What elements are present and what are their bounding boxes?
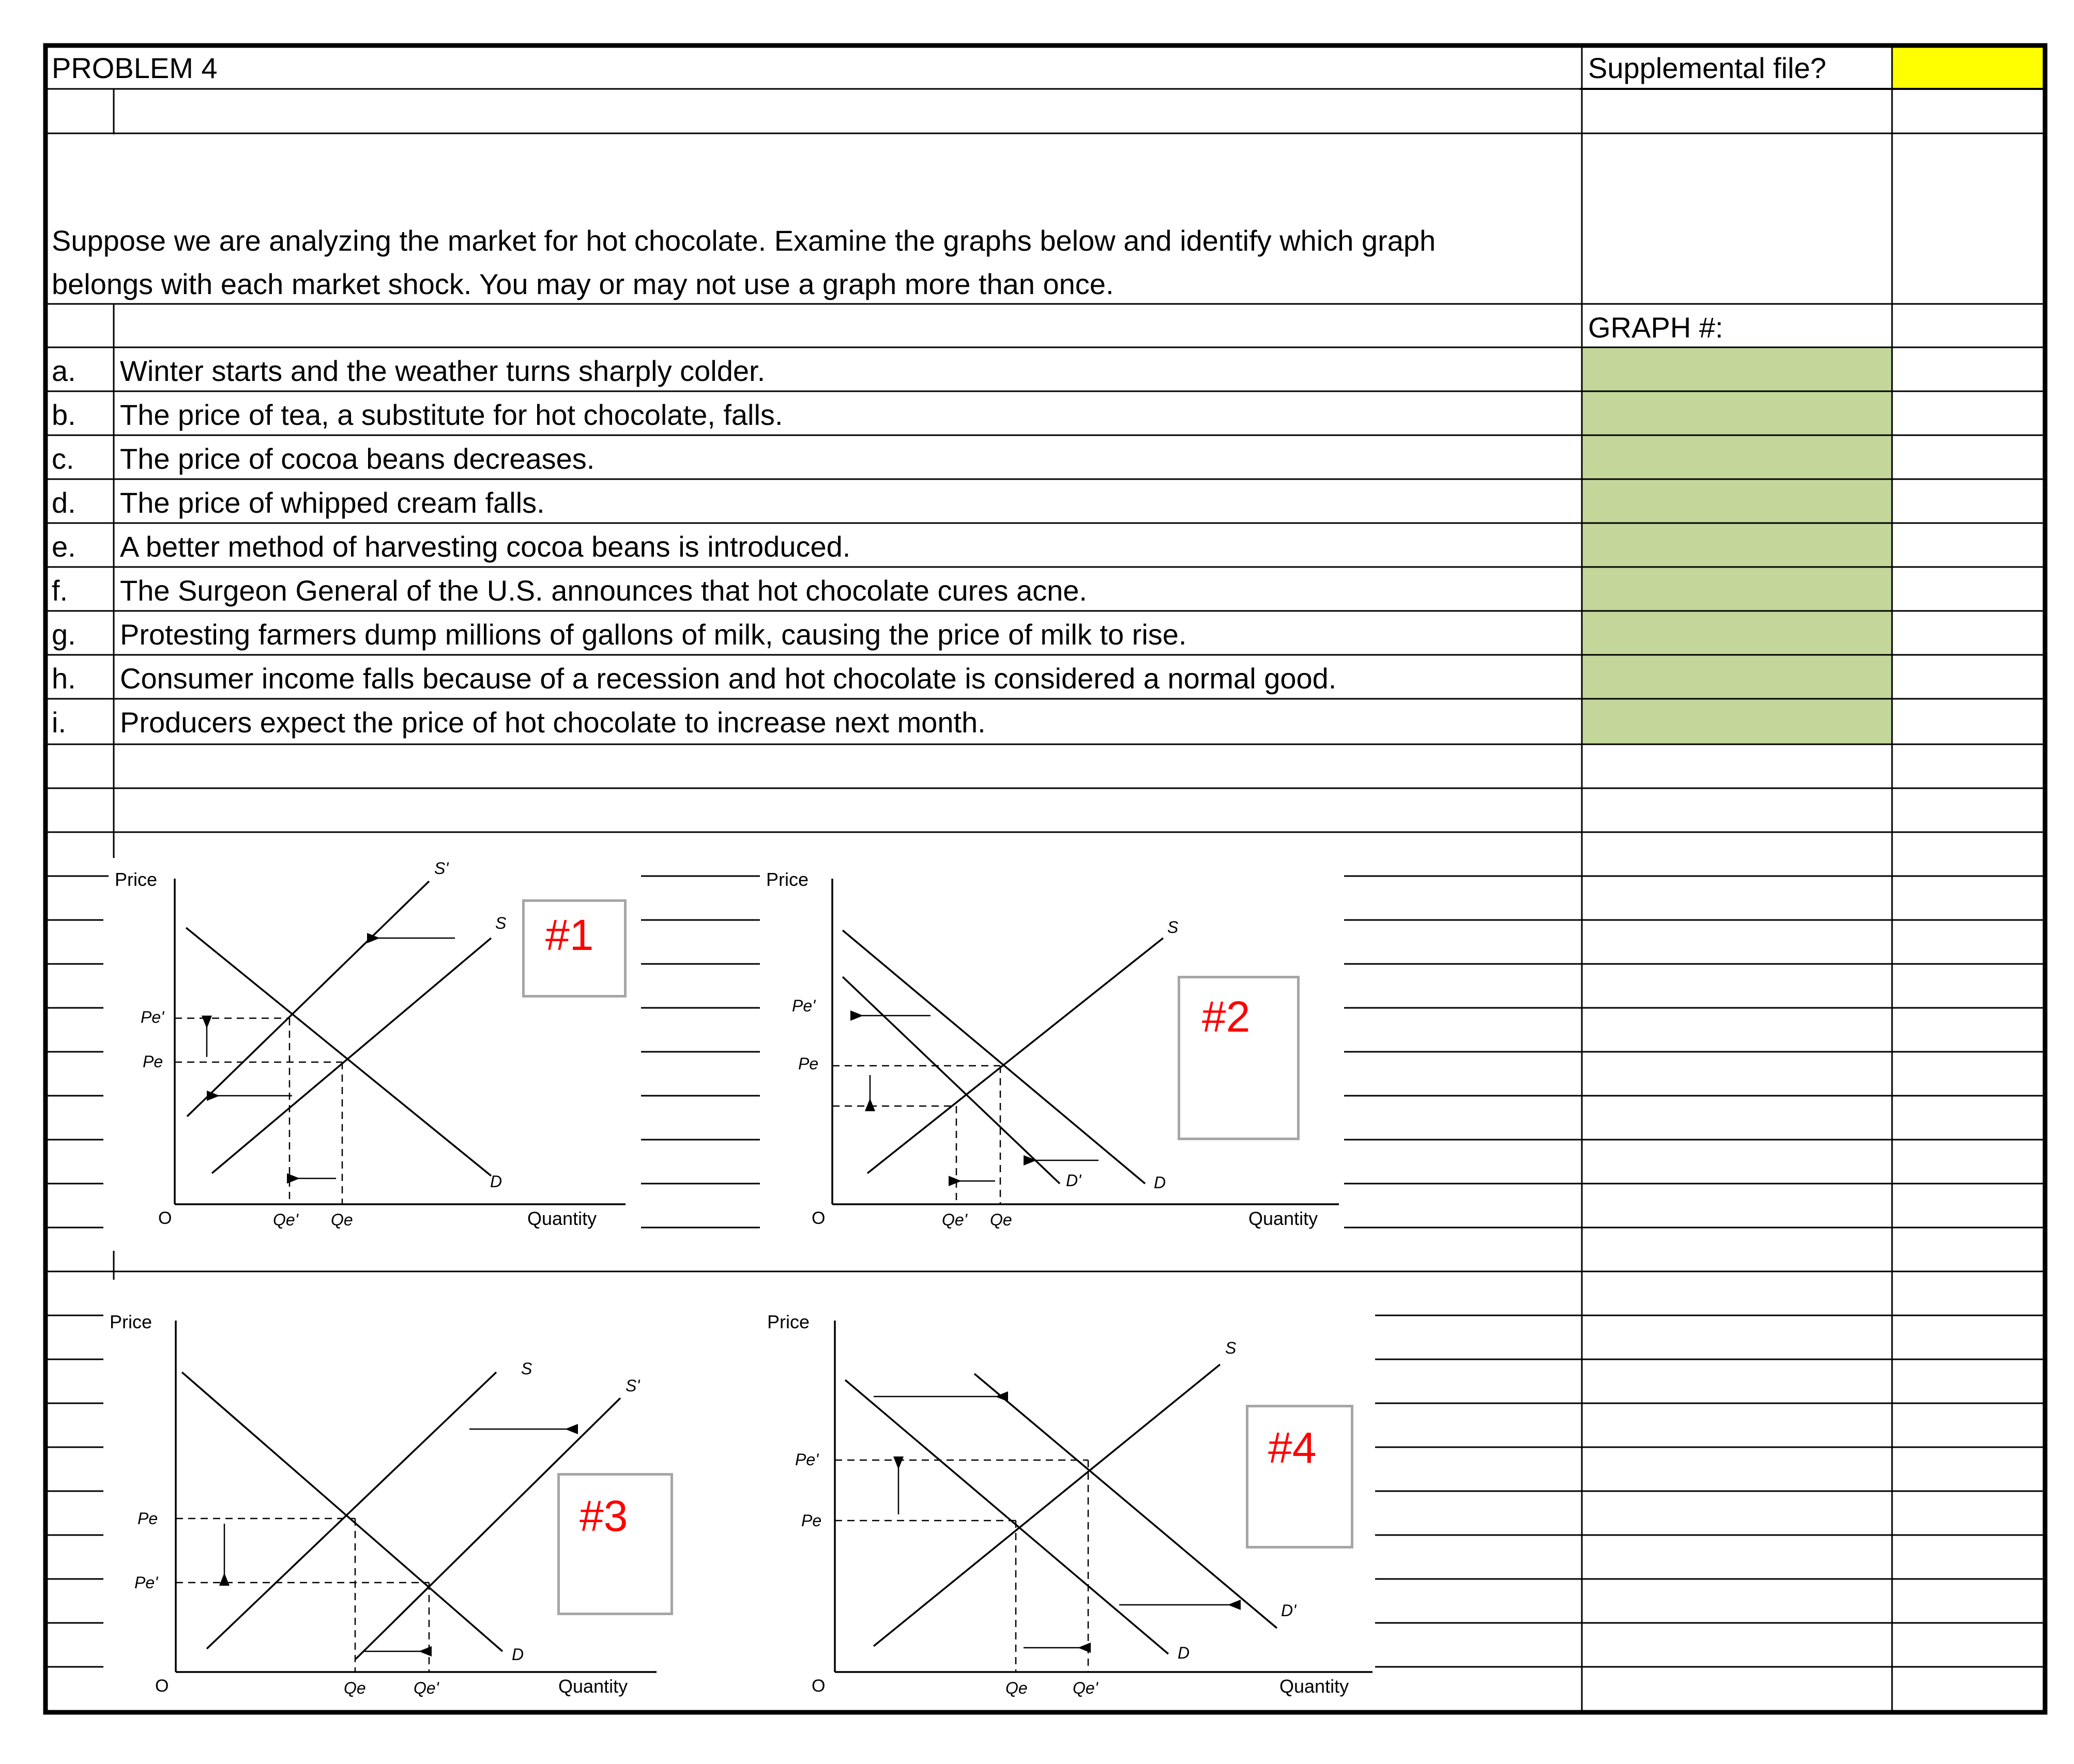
shock-letter: a. [52, 355, 76, 387]
graph-3-qty-old: Qe [344, 1679, 366, 1697]
graph-3 [103, 1302, 672, 1706]
graph-4 [760, 1302, 1375, 1706]
demand-shifted-curve [974, 1374, 1277, 1628]
shock-text: The price of whipped cream falls. [120, 486, 545, 519]
graph-4-ylabel: Price [767, 1311, 810, 1332]
shock-letter: d. [52, 486, 76, 519]
graph-4-curve-s: S [1225, 1339, 1237, 1357]
graph-3-price-old: Pe [138, 1509, 158, 1528]
graph-3-qty-new: Qe' [414, 1679, 439, 1697]
graph-3-curve-s: S [521, 1359, 532, 1378]
graph-3-label-box [557, 1473, 673, 1615]
shock-text: The Surgeon General of the U.S. announces that hot chocolate cures acne. [120, 574, 1087, 607]
shock-letter: c. [52, 442, 74, 475]
shock-text: A better method of harvesting cocoa beans is introduced. [120, 530, 851, 563]
graph-3-curve-d: D [512, 1645, 524, 1664]
graph-1-qty-old: Qe [331, 1210, 353, 1229]
graph-3-curve-s-prime: S' [626, 1376, 640, 1395]
graph-2-curve-d: D [1154, 1173, 1166, 1192]
graph-2-qty-old: Qe [990, 1210, 1012, 1229]
graph-1 [109, 858, 641, 1251]
supply-curve [867, 938, 1163, 1173]
demand-curve [186, 928, 491, 1176]
shock-text: The price of tea, a substitute for hot chocolate, falls. [120, 398, 783, 431]
shock-text: Consumer income falls because of a recession and hot chocolate is considered a normal good. [120, 662, 1337, 695]
shock-letter: e. [52, 530, 76, 563]
graph-3-number: #3 [580, 1492, 628, 1540]
graph-2-curve-d-prime: D' [1066, 1171, 1081, 1190]
problem-title: PROBLEM 4 [52, 52, 218, 84]
graph-4-xlabel: Quantity [1279, 1676, 1349, 1697]
graph-1-curve-s: S [495, 914, 507, 932]
demand-curve [182, 1372, 502, 1651]
graph-1-xlabel: Quantity [527, 1208, 597, 1229]
graph-1-origin: O [158, 1208, 172, 1228]
supplemental-file-label: Supplemental file? [1588, 52, 1826, 84]
graph-2-curve-s: S [1167, 918, 1179, 937]
graph-1-price-old: Pe [143, 1052, 163, 1071]
graph-1-label-box [522, 899, 627, 998]
graph-3-ylabel: Price [110, 1311, 152, 1332]
graph-2-origin: O [812, 1208, 826, 1228]
demand-curve [845, 1380, 1168, 1654]
supply-shifted-curve [187, 881, 429, 1116]
graph-2-ylabel: Price [766, 869, 809, 890]
graph-4-qty-new: Qe' [1073, 1679, 1098, 1697]
shock-text: The price of cocoa beans decreases. [120, 442, 595, 475]
supply-curve [874, 1364, 1220, 1646]
intro-line-2: belongs with each market shock. You may or may not use a graph more than once. [52, 268, 1114, 300]
graph-2-price-new: Pe [798, 1054, 819, 1073]
graph-2 [760, 858, 1344, 1251]
graph-4-price-old: Pe [801, 1511, 822, 1530]
graph-1-number: #1 [545, 911, 594, 959]
shock-letter: g. [52, 618, 76, 651]
graph-4-curve-d-prime: D' [1281, 1601, 1297, 1620]
graph-1-curve-d: D [490, 1172, 502, 1191]
graph-2-number: #2 [1202, 992, 1250, 1041]
graph-4-qty-old: Qe [1005, 1679, 1028, 1697]
demand-curve [843, 930, 1145, 1184]
graph-1-ylabel-text: Price [115, 869, 158, 890]
graph-3-origin: O [155, 1676, 169, 1696]
shock-letter: h. [52, 662, 76, 695]
graph-4-label-box [1246, 1405, 1353, 1548]
graph-4-number: #4 [1268, 1423, 1317, 1472]
shock-letter: b. [52, 398, 76, 431]
graph-4-origin: O [812, 1676, 826, 1696]
graph-column-label: GRAPH #: [1588, 311, 1724, 344]
graph-2-xlabel: Quantity [1248, 1208, 1318, 1229]
shock-text: Protesting farmers dump millions of gallons of milk, causing the price of milk to rise. [120, 618, 1187, 651]
shock-text: Winter starts and the weather turns sharply colder. [120, 355, 766, 387]
graph-2-price-old: Pe' [792, 996, 816, 1015]
graph-2-label-box [1178, 976, 1300, 1140]
graph-2-qty-new: Qe' [942, 1210, 967, 1229]
graph-4-curve-d: D [1178, 1644, 1190, 1662]
graph-3-xlabel: Quantity [558, 1676, 628, 1697]
shock-text: Producers expect the price of hot chocolate to increase next month. [120, 706, 986, 739]
graph-1-curve-s-prime: S' [434, 859, 449, 878]
shock-letter: f. [52, 574, 68, 607]
shock-letter: i. [52, 706, 66, 739]
graph-1-qty-new: Qe' [273, 1210, 298, 1229]
supply-curve [212, 938, 491, 1173]
graph-1-price-new: Pe' [141, 1008, 164, 1026]
intro-line-1: Suppose we are analyzing the market for hot chocolate. Examine the graphs below and identify which graph [52, 224, 1436, 257]
demand-shifted-curve [843, 977, 1060, 1184]
graph-4-price-new: Pe' [795, 1450, 819, 1469]
graph-3-price-new: Pe' [134, 1573, 158, 1592]
